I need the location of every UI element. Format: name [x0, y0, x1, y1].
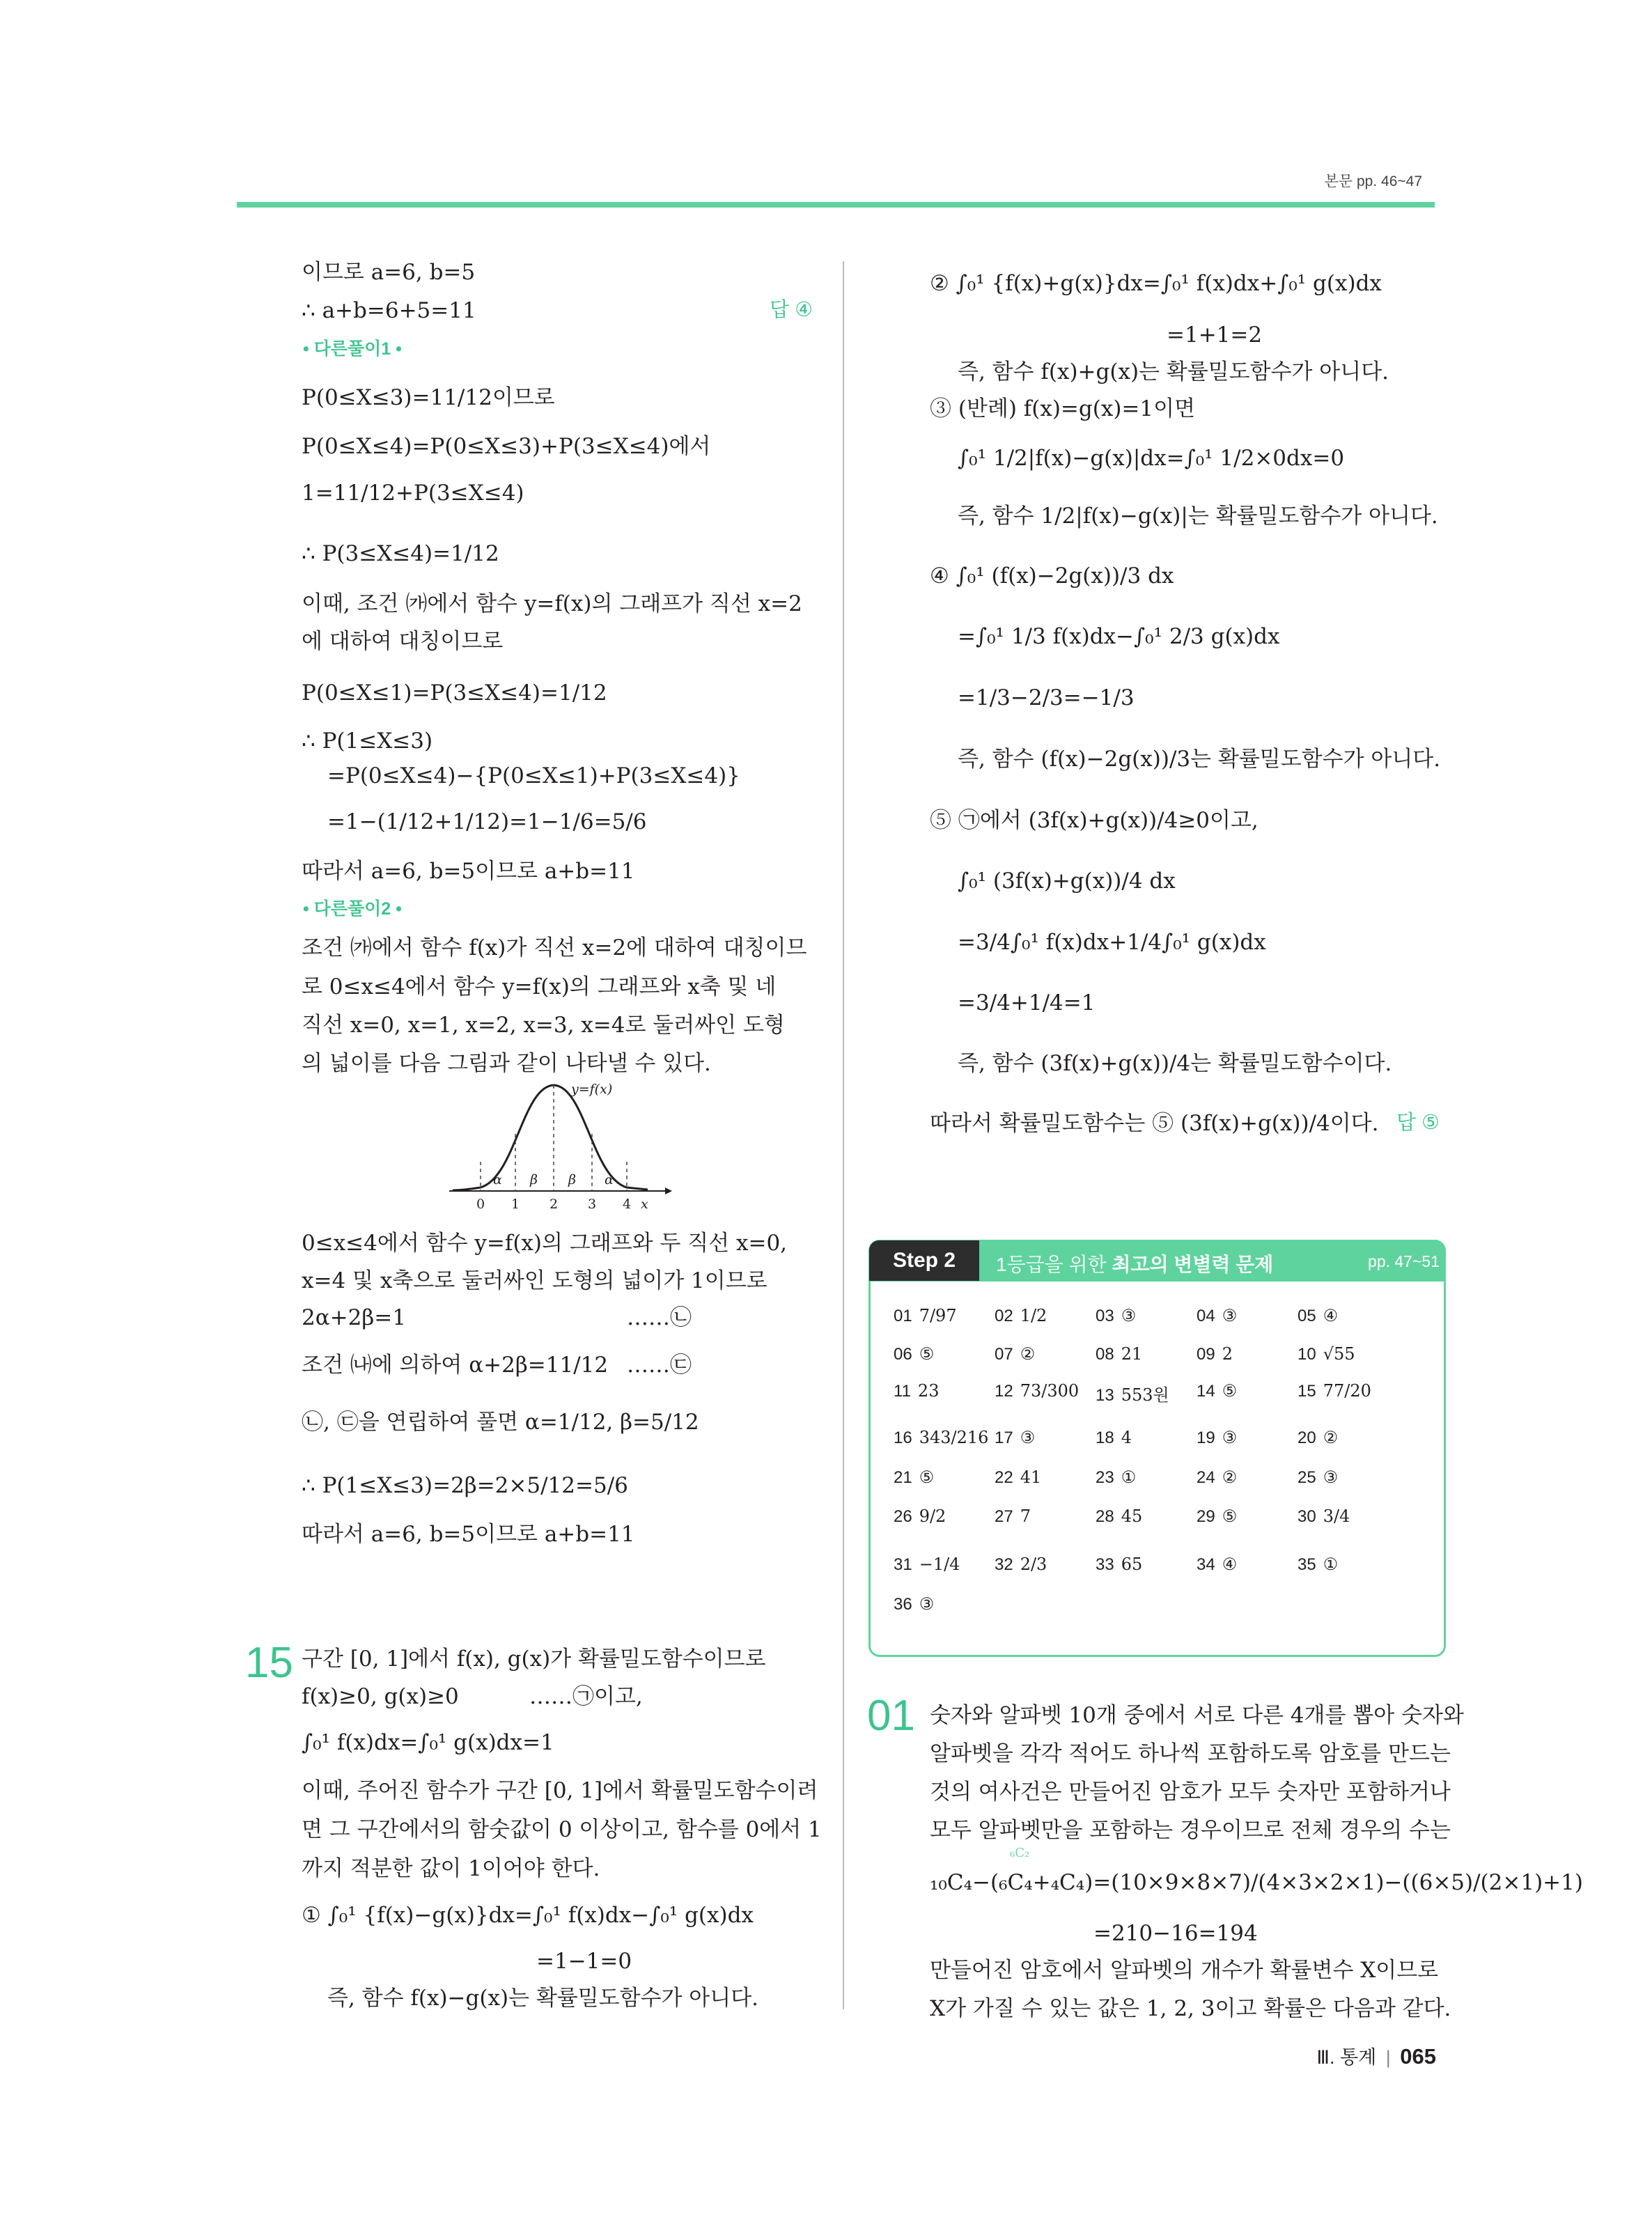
curve-tail [453, 1187, 481, 1190]
text-line: 숫자와 알파벳 10개 중에서 서로 다른 4개를 뽑아 숫자와 [930, 1703, 1464, 1728]
answer-number: 32 [995, 1555, 1013, 1574]
answer-value: 77/20 [1323, 1381, 1371, 1401]
answer-cell [995, 1344, 1035, 1364]
answer-cell [894, 1555, 960, 1575]
answer-number: 08 [1096, 1345, 1114, 1364]
answer-number: 24 [1197, 1468, 1215, 1487]
answer-number: 30 [1298, 1507, 1316, 1526]
answer-value: ⑤ [919, 1344, 935, 1364]
text-line: =∫₀¹ 1/3 f(x)dx−∫₀¹ 2/3 g(x)dx [958, 624, 1280, 649]
answer-number: 23 [1096, 1468, 1114, 1487]
text-line: 따라서 확률밀도함수는 ⑤ (3f(x)+g(x))/4이다. [930, 1111, 1379, 1136]
text-line: =1+1=2 [1167, 322, 1263, 348]
text-line: ⑤ ㉠에서 (3f(x)+g(x))/4≥0이고, [930, 808, 1259, 833]
answer-cell [894, 1506, 946, 1527]
answer-number: 26 [894, 1507, 912, 1526]
text-line: 의 넓이를 다음 그림과 같이 나타낼 수 있다. [302, 1051, 711, 1076]
answer-cell [894, 1344, 934, 1364]
answer-value: ③ [1323, 1467, 1339, 1487]
text-line: ∴ P(3≤X≤4)=1/12 [302, 541, 499, 566]
answer-value: ② [1020, 1344, 1036, 1364]
answer-cell [1096, 1555, 1142, 1575]
answer-value: 2/3 [1020, 1555, 1047, 1574]
answer-number: 14 [1197, 1382, 1215, 1401]
answer-number: 31 [894, 1555, 912, 1574]
axis-label: x [641, 1197, 648, 1212]
text-line: f(x)≥0, g(x)≥0 [302, 1684, 459, 1709]
answer-number: 04 [1197, 1307, 1215, 1325]
step2-answer-box [868, 1240, 1446, 1657]
answer-value: ③ [919, 1594, 935, 1614]
answer-value: ④ [1222, 1555, 1238, 1574]
footer-section: Ⅲ. 통계 [1316, 2047, 1377, 2068]
text-line: 이때, 조건 ㈎에서 함수 y=f(x)의 그래프가 직선 x=2 [302, 591, 802, 616]
alt-solution-label: • 다른풀이1 • [303, 339, 402, 359]
text-line: 즉, 함수 f(x)−g(x)는 확률밀도함수가 아니다. [327, 1986, 759, 2011]
answer-number: 29 [1197, 1507, 1215, 1526]
answer-cell [1197, 1467, 1237, 1488]
answer-value: ⑤ [1222, 1506, 1238, 1526]
step2-title-bold: 최고의 변별력 문제 [1112, 1254, 1274, 1275]
text-line: 0≤x≤4에서 함수 y=f(x)의 그래프와 두 직선 x=0, [302, 1231, 788, 1256]
answer-cell [1298, 1555, 1338, 1575]
answer-cell [1096, 1428, 1132, 1448]
text-line: 즉, 함수 f(x)+g(x)는 확률밀도함수가 아니다. [958, 359, 1389, 384]
answer-value: 553원 [1121, 1385, 1169, 1405]
page-footer: Ⅲ. 통계 | 065 [1316, 2044, 1436, 2069]
answer-value: 45 [1121, 1506, 1143, 1526]
text-line: 따라서 a=6, b=5이므로 a+b=11 [302, 859, 635, 884]
answer-value: 7/97 [919, 1306, 957, 1325]
text-line: 조건 ㈎에서 함수 f(x)가 직선 x=2에 대하여 대칭이므 [302, 935, 807, 960]
answer-cell [1298, 1428, 1338, 1448]
answer-value: 2 [1222, 1344, 1233, 1364]
text-line: ② ∫₀¹ {f(x)+g(x)}dx=∫₀¹ f(x)dx+∫₀¹ g(x)dx [930, 271, 1382, 296]
answer-cell [1096, 1467, 1136, 1488]
text-line: ∴ P(1≤X≤3)=2β=2×5/12=5/6 [302, 1473, 628, 1498]
text-line: 1=11/12+P(3≤X≤4) [302, 481, 524, 506]
answer-number: 06 [894, 1345, 912, 1364]
answer-cell [995, 1555, 1047, 1575]
text-line: ……㉠이고, [529, 1684, 643, 1709]
step2-tag: Step 2 [869, 1240, 979, 1281]
text-line: ∴ a+b=6+5=11 [302, 298, 476, 323]
answer-number: 10 [1298, 1345, 1316, 1364]
text-line: ∫₀¹ f(x)dx=∫₀¹ g(x)dx=1 [302, 1730, 554, 1755]
answer-value: ③ [1222, 1428, 1238, 1447]
answer-number: 15 [1298, 1382, 1316, 1401]
tick-label: 2 [550, 1197, 559, 1212]
text-line: 에 대하여 대칭이므로 [302, 629, 504, 654]
answer-value: ① [1323, 1555, 1339, 1574]
answer-value: 65 [1121, 1555, 1143, 1574]
text-line: ∫₀¹ (3f(x)+g(x))/4 dx [958, 869, 1176, 894]
answer-mark: 답 ④ [770, 299, 813, 321]
text-line: x=4 및 x축으로 둘러싸인 도형의 넓이가 1이므로 [302, 1268, 767, 1293]
annotation-note: ₆C₂ [1010, 1846, 1030, 1860]
text-line: ∴ P(1≤X≤3) [302, 729, 433, 754]
answer-number: 11 [894, 1382, 911, 1401]
curve-label: y=f(x) [571, 1082, 613, 1097]
answer-cell [995, 1381, 1079, 1401]
alt-solution-label: • 다른풀이2 • [303, 899, 402, 919]
answer-value: ② [1222, 1467, 1238, 1487]
text-line: 만들어진 암호에서 알파벳의 개수가 확률변수 X이므로 [930, 1958, 1439, 1983]
tick-label: 0 [476, 1197, 485, 1212]
answer-number: 25 [1298, 1468, 1316, 1487]
answer-value: 41 [1020, 1467, 1042, 1487]
region-label: α [605, 1172, 614, 1187]
answer-number: 13 [1096, 1386, 1114, 1405]
text-line: P(0≤X≤1)=P(3≤X≤4)=1/12 [302, 680, 607, 706]
answer-cell [1197, 1506, 1237, 1527]
bell-curve-figure [439, 1073, 676, 1222]
answer-cell [1298, 1467, 1338, 1488]
curve [481, 1085, 648, 1190]
answer-cell [1096, 1506, 1142, 1527]
answer-value: 343/216 [919, 1428, 989, 1447]
page-reference: 본문 pp. 46~47 [1324, 173, 1422, 189]
column-divider [843, 261, 844, 2009]
answer-value: ④ [1323, 1306, 1339, 1325]
answer-value: 73/300 [1020, 1381, 1080, 1401]
answer-cell [1096, 1344, 1142, 1364]
answer-cell [894, 1467, 934, 1488]
answer-value: 7 [1020, 1506, 1031, 1526]
answer-value: ⑤ [919, 1467, 935, 1487]
answer-value: ⑤ [1222, 1381, 1238, 1401]
answer-mark: 답 ⑤ [1396, 1112, 1440, 1134]
answer-number: 27 [995, 1507, 1013, 1526]
answer-cell [1298, 1506, 1350, 1527]
text-line: P(0≤X≤3)=11/12이므로 [302, 385, 555, 410]
text-line: 구간 [0, 1]에서 f(x), g(x)가 확률밀도함수이므로 [302, 1646, 766, 1672]
answer-number: 21 [894, 1468, 912, 1487]
region-label: β [568, 1172, 576, 1187]
answer-cell [1197, 1381, 1237, 1401]
answer-number: 19 [1197, 1428, 1215, 1447]
answer-cell [1197, 1428, 1237, 1448]
region-label: α [493, 1172, 502, 1187]
question-number: 15 [245, 1639, 293, 1687]
answer-cell [995, 1306, 1047, 1326]
answer-cell [894, 1381, 939, 1401]
answer-value: 3/4 [1323, 1506, 1350, 1526]
answer-number: 33 [1096, 1555, 1114, 1574]
answer-number: 05 [1298, 1307, 1316, 1325]
text-line: 것의 여사건은 만들어진 암호가 모두 숫자만 포함하거나 [930, 1780, 1451, 1805]
answer-cell [1298, 1306, 1338, 1326]
answer-number: 01 [894, 1307, 912, 1325]
equation-tag: ……㉡ [627, 1305, 692, 1330]
answer-number: 18 [1096, 1428, 1114, 1447]
text-line: 2α+2β=1 [302, 1305, 406, 1330]
text-line: 즉, 함수 (f(x)−2g(x))/3는 확률밀도함수가 아니다. [958, 747, 1441, 772]
text-line: 조건 ㈏에 의하여 α+2β=11/12 [302, 1353, 609, 1378]
text-line: =1−1=0 [536, 1949, 632, 1974]
answer-number: 02 [995, 1307, 1013, 1325]
text-line: ₁₀C₄−(₆C₄+₄C₄)=(10×9×8×7)/(4×3×2×1)−((6×5)/(2×1)+1) [930, 1870, 1583, 1895]
text-line: ④ ∫₀¹ (f(x)−2g(x))/3 dx [930, 563, 1174, 589]
answer-value: 23 [917, 1381, 940, 1401]
question-number: 01 [867, 1692, 915, 1740]
answer-number: 28 [1096, 1507, 1114, 1526]
answer-cell [1096, 1306, 1136, 1326]
text-line: ㉡, ㉢을 연립하여 풀면 α=1/12, β=5/12 [302, 1410, 699, 1435]
answer-value: 9/2 [919, 1506, 946, 1526]
answer-number: 16 [894, 1428, 912, 1447]
answer-number: 12 [995, 1382, 1013, 1401]
answer-cell [894, 1594, 934, 1614]
answer-cell [995, 1506, 1031, 1527]
answer-number: 20 [1298, 1428, 1316, 1447]
text-line: 로 0≤x≤4에서 함수 y=f(x)의 그래프와 x축 및 네 [302, 974, 777, 999]
answer-value: ③ [1222, 1306, 1238, 1325]
answer-number: 22 [995, 1468, 1013, 1487]
step2-title-prefix: 1등급을 위한 [996, 1254, 1107, 1275]
tick-label: 3 [588, 1197, 597, 1212]
answer-value: ① [1121, 1467, 1137, 1487]
answer-cell [995, 1428, 1035, 1448]
answer-cell [894, 1428, 988, 1448]
tick-label: 4 [623, 1197, 632, 1212]
answer-cell [894, 1306, 957, 1326]
text-line: ∫₀¹ 1/2|f(x)−g(x)|dx=∫₀¹ 1/2×0dx=0 [958, 446, 1345, 471]
answer-value: ③ [1121, 1306, 1137, 1325]
tick-label: 1 [511, 1197, 520, 1212]
answer-number: 36 [894, 1595, 912, 1614]
page-number: 065 [1400, 2044, 1436, 2069]
text-line: 까지 적분한 값이 1이어야 한다. [302, 1856, 600, 1881]
text-line: =210−16=194 [1093, 1921, 1258, 1946]
text-line: X가 가질 수 있는 값은 1, 2, 3이고 확률은 다음과 같다. [930, 1996, 1451, 2021]
text-line: P(0≤X≤4)=P(0≤X≤3)+P(3≤X≤4)에서 [302, 434, 711, 459]
answer-cell [1298, 1344, 1355, 1364]
text-line: 따라서 a=6, b=5이므로 a+b=11 [302, 1522, 635, 1547]
answer-cell [1197, 1306, 1237, 1326]
answer-value: 1/2 [1020, 1306, 1047, 1325]
answer-value: −1/4 [919, 1555, 960, 1574]
answer-number: 09 [1197, 1345, 1215, 1364]
text-line: =3/4∫₀¹ f(x)dx+1/4∫₀¹ g(x)dx [958, 930, 1266, 955]
text-line: ① ∫₀¹ {f(x)−g(x)}dx=∫₀¹ f(x)dx−∫₀¹ g(x)dx [302, 1903, 754, 1928]
answer-value: ② [1323, 1428, 1339, 1447]
answer-number: 07 [995, 1345, 1013, 1364]
answer-value: ③ [1020, 1428, 1036, 1447]
answer-value: √55 [1323, 1344, 1355, 1364]
region-label: β [530, 1172, 538, 1187]
text-line: 이때, 주어진 함수가 구간 [0, 1]에서 확률밀도함수이려 [302, 1778, 818, 1803]
text-line: 모두 알파벳만을 포함하는 경우이므로 전체 경우의 수는 [930, 1818, 1451, 1843]
answer-cell [1197, 1344, 1233, 1364]
equation-tag: ……㉢ [627, 1353, 692, 1378]
step2-title [996, 1249, 1273, 1277]
answer-value: 21 [1121, 1344, 1143, 1364]
answer-number: 34 [1197, 1555, 1215, 1574]
answer-cell [1197, 1555, 1237, 1575]
text-line: =1/3−2/3=−1/3 [958, 685, 1135, 710]
answer-cell [995, 1467, 1041, 1488]
text-line: 알파벳을 각각 적어도 하나씩 포함하도록 암호를 만드는 [930, 1741, 1451, 1766]
text-line: 직선 x=0, x=1, x=2, x=3, x=4로 둘러싸인 도형 [302, 1013, 785, 1038]
answer-cell [1298, 1381, 1371, 1401]
step2-pages: pp. 47~51 [1368, 1252, 1440, 1270]
header-rule [237, 202, 1435, 208]
answer-number: 03 [1096, 1307, 1114, 1325]
answer-cell [1096, 1381, 1169, 1405]
text-line: =P(0≤X≤4)−{P(0≤X≤1)+P(3≤X≤4)} [327, 763, 740, 788]
x-axis-arrow [665, 1187, 672, 1194]
text-line: =3/4+1/4=1 [958, 990, 1096, 1015]
text-line: =1−(1/12+1/12)=1−1/6=5/6 [327, 809, 647, 834]
text-line: 즉, 함수 1/2|f(x)−g(x)|는 확률밀도함수가 아니다. [958, 504, 1438, 529]
answer-value: 4 [1121, 1428, 1132, 1447]
text-line: 즉, 함수 (3f(x)+g(x))/4는 확률밀도함수이다. [958, 1051, 1392, 1076]
text-line: 이므로 a=6, b=5 [302, 260, 476, 285]
text-line: 면 그 구간에서의 함숫값이 0 이상이고, 함수를 0에서 1 [302, 1817, 822, 1842]
text-line: ③ (반례) f(x)=g(x)=1이면 [930, 396, 1196, 421]
answer-number: 35 [1298, 1555, 1316, 1574]
answer-number: 17 [995, 1428, 1013, 1447]
